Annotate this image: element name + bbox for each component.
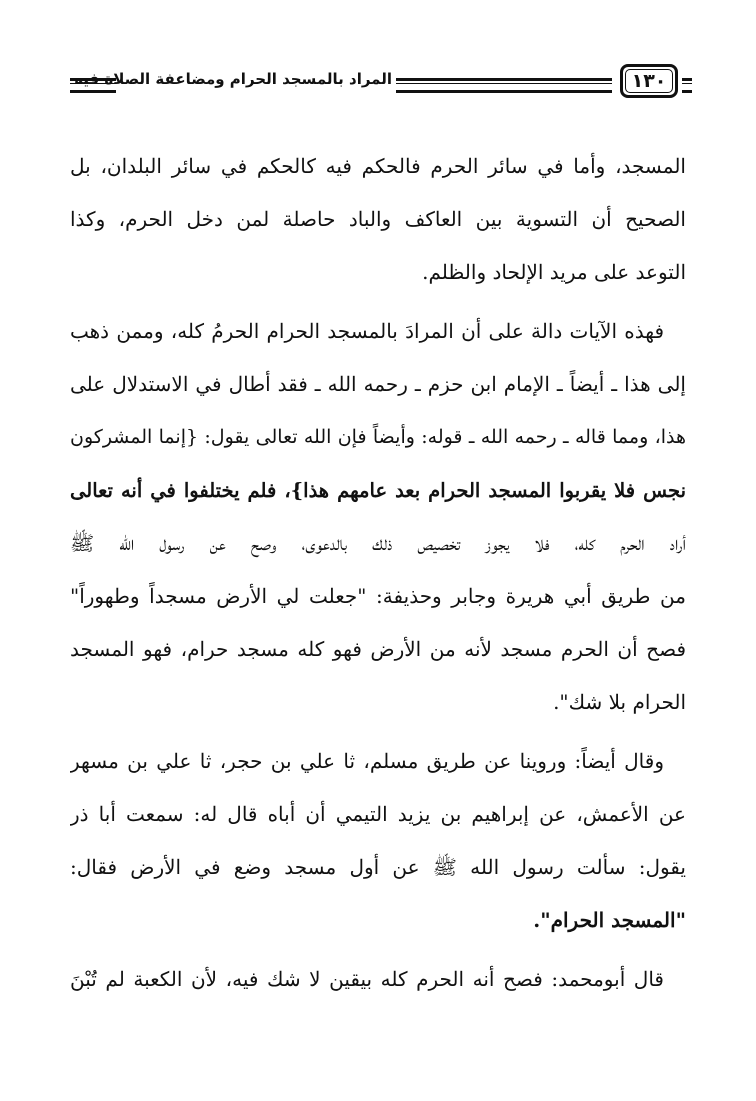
text-line: إلى هذا ـ أيضاً ـ الإمام ابن حزم ـ رحمه الله ـ فقد أطال في الاستدلال على	[70, 372, 686, 396]
paragraph	[70, 953, 686, 1006]
paragraph	[70, 305, 686, 729]
text-line: عن الأعمش، عن إبراهيم بن يزيد التيمي أن أباه قال له: سمعت أبا ذر	[70, 802, 686, 826]
running-title: المراد بالمسجد الحرام ومضاعفة الصلاة فيه	[74, 70, 392, 88]
text-line: فهذه الآيات دالة على أن المرادَ بالمسجد الحرام الحرمُ كله، وممن ذهب	[70, 319, 664, 343]
text-line: الحرام بلا شك".	[553, 690, 686, 714]
header-rule-middle	[396, 78, 612, 93]
text-line: يقول: سألت رسول الله ﷺ عن أول مسجد وضع في الأرض فقال:	[70, 855, 686, 879]
text-line: هذا، ومما قاله ـ رحمه الله ـ قوله: وأيضاً فإن الله تعالى يقول: {إنما المشركون	[70, 426, 686, 448]
text-line: قال أبومحمد: فصح أنه الحرم كله بيقين لا شك فيه، لأن الكعبة لم تُبْنَ	[70, 967, 664, 991]
paragraph	[70, 735, 686, 947]
text-line: أراد الحرم كله، فلا يجوز تخصيص ذلك بالدعوى، وصح عن رسول الله ﷺ	[70, 531, 686, 555]
page-number-box	[620, 64, 678, 98]
hadith-line: من طريق أبي هريرة وجابر وحذيفة: "جعلت لي الأرض مسجداً وطهوراً"	[70, 584, 686, 608]
header-rule-right	[682, 78, 692, 93]
body-text	[70, 140, 686, 1006]
page-number: ١٣٠	[631, 70, 667, 92]
paragraph	[70, 140, 686, 299]
page-header	[70, 64, 686, 108]
text-line: وقال أيضاً: وروينا عن طريق مسلم، ثا علي بن حجر، ثا علي بن مسهر	[70, 749, 664, 773]
text-line: الصحيح أن التسوية بين العاكف والباد حاصلة لمن دخل الحرم، وكذا	[70, 207, 686, 231]
text-line: فصح أن الحرم مسجد لأنه من الأرض فهو كله مسجد حرام، فهو المسجد	[70, 637, 686, 661]
hadith-answer-line: "المسجد الحرام".	[533, 908, 686, 932]
quran-verse-line: نجس فلا يقربوا المسجد الحرام بعد عامهم هذا}، فلم يختلفوا في أنه تعالى	[70, 479, 686, 502]
text-line: المسجد، وأما في سائر الحرم فالحكم فيه كالحكم في سائر البلدان، بل	[70, 154, 686, 178]
text-line: التوعد على مريد الإلحاد والظلم.	[422, 260, 686, 284]
